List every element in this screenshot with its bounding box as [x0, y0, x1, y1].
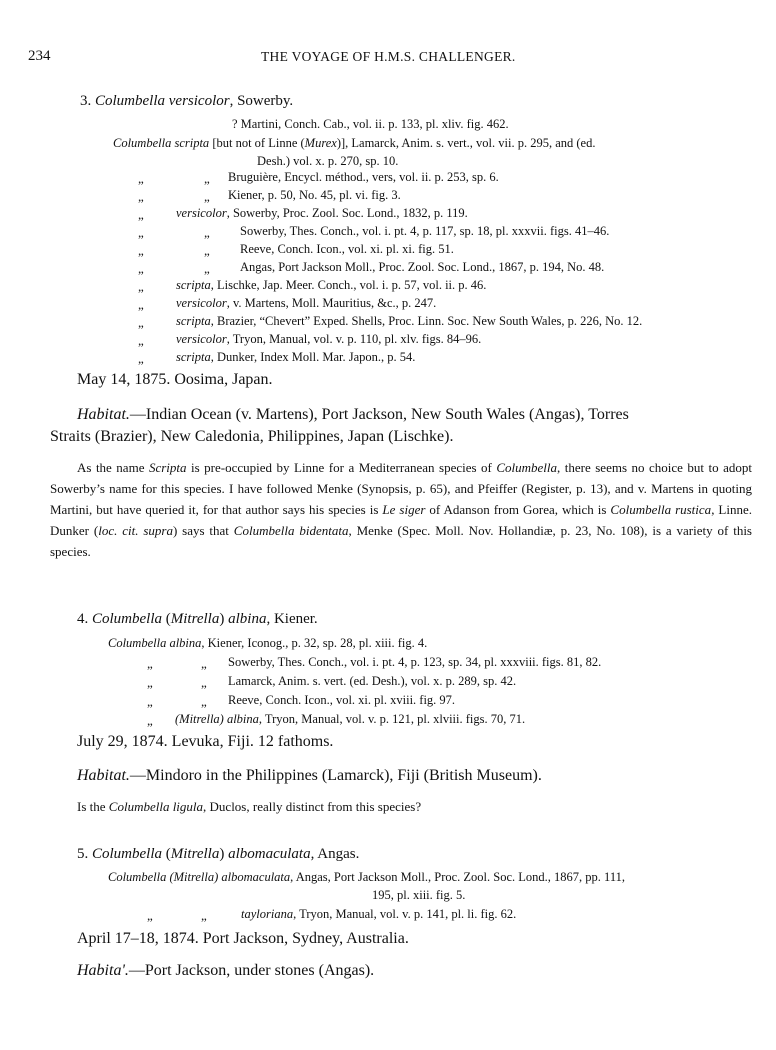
synonym-continuation: 195, pl. xiii. fig. 5. [372, 888, 466, 902]
ditto-mark: „ [138, 261, 144, 276]
ditto-mark: „ [147, 694, 153, 709]
text: ) [219, 611, 229, 627]
reference-text: , Tryon, Manual, vol. v. p. 141, pl. li. fig. 62. [293, 907, 517, 921]
ditto-mark: „ [204, 189, 210, 204]
species-5-heading [77, 846, 359, 862]
ditto-mark: „ [138, 225, 144, 240]
species-epithet: albomaculata [228, 846, 311, 862]
ditto-mark: „ [138, 171, 144, 186]
subgenus-name: Mitrella [170, 611, 220, 627]
habitat-line: Straits (Brazier), New Caledonia, Philippines, Japan (Lischke). [50, 428, 454, 445]
text: Is the [77, 799, 109, 814]
text: ( [165, 611, 171, 627]
reference-line: Angas, Port Jackson Moll., Proc. Zool. Soc. Lond., 1867, p. 194, No. 48. [240, 260, 605, 274]
ditto-mark: „ [147, 713, 153, 728]
species-author: , Angas. [310, 846, 360, 862]
text: ( [165, 846, 171, 862]
species-number: 4. [77, 611, 89, 627]
species-epithet: scripta [176, 350, 211, 364]
genus-name: Columbella [92, 611, 162, 627]
reference-line: Reeve, Conch. Icon., vol. xi. pl. xi. fig. 51. [240, 242, 454, 256]
ditto-mark: „ [138, 333, 144, 348]
reference-line [176, 277, 486, 293]
reference-line: Lamarck, Anim. s. vert. (ed. Desh.), vol. x. p. 289, sp. 42. [228, 674, 517, 688]
ditto-mark: „ [201, 675, 207, 690]
ditto-mark: „ [204, 171, 210, 186]
text: , Menke (Spec. Moll. Nov. Hollandiæ, p. 23, No. 108), is a variety of this species. [50, 523, 752, 559]
ditto-mark: „ [138, 315, 144, 330]
ditto-mark: „ [204, 261, 210, 276]
reference-line [176, 331, 481, 347]
reference-line [176, 205, 468, 221]
subgenus-name: Mitrella [170, 846, 220, 862]
species-name: Columbella versicolor [95, 93, 230, 109]
reference-line: Sowerby, Thes. Conch., vol. i. pt. 4, p. 123, sp. 34, pl. xxxviii. figs. 81, 82. [228, 655, 602, 669]
synonym-continuation: Desh.) vol. x. p. 270, sp. 10. [257, 154, 399, 168]
ditto-mark: „ [204, 225, 210, 240]
species-epithet: albina [228, 611, 267, 627]
text: As the name [77, 460, 149, 475]
ditto-mark: „ [201, 694, 207, 709]
reference-text: , Tryon, Manual, vol. v. p. 110, pl. xlv. figs. 84–96. [226, 332, 482, 346]
reference-text: , Dunker, Index Moll. Mar. Japon., p. 54. [210, 350, 416, 364]
synonym-text: )], Lamarck, Anim. s. vert., vol. vii. p. 295, and (ed. [336, 136, 596, 150]
synonym-text: [but not of Linne ( [212, 136, 305, 150]
ditto-mark: „ [201, 656, 207, 671]
text: of Adanson from Gorea, which is [425, 502, 611, 517]
ditto-mark: „ [201, 908, 207, 923]
ditto-mark: „ [138, 279, 144, 294]
text: , Linne. Dunker ( [50, 502, 753, 538]
ditto-mark: „ [138, 297, 144, 312]
species-name: Le siger [382, 502, 426, 517]
synonym-line [108, 869, 625, 885]
reference-line [176, 295, 436, 311]
citation-abbrev: loc. cit. supra [98, 523, 173, 538]
habitat-text: —Mindoro in the Philippines (Lamarck), Fiji (British Museum). [129, 767, 542, 784]
reference-line: Kiener, p. 50, No. 45, pl. vi. fig. 3. [228, 188, 401, 202]
species-number: 5. [77, 846, 89, 862]
station-record: July 29, 1874. Levuka, Fiji. 12 fathoms. [77, 733, 334, 750]
text: , there seems no choice but to adopt Sowerby’s name for this species. I have followed Menke (Synopsis, p. 65), and Pfeiffer (Register, p. 13), and v. Martens in quoting Martini, but have queried it, for that author says his species is [50, 460, 752, 517]
discussion-paragraph [50, 457, 752, 562]
reference-line: Reeve, Conch. Icon., vol. xi. pl. xviii. fig. 97. [228, 693, 456, 707]
species-author: , Sowerby. [229, 93, 294, 109]
text: , Duclos, really distinct from this species? [203, 799, 422, 814]
page-number: 234 [28, 48, 51, 64]
synonym-line [108, 635, 427, 651]
synonym-name: Columbella (Mitrella) albomaculata [108, 870, 291, 884]
genus-name: Murex [304, 136, 337, 150]
reference-text: , Sowerby, Proc. Zool. Soc. Lond., 1832, p. 119. [226, 206, 468, 220]
habitat-line [77, 963, 374, 979]
ditto-mark: „ [138, 351, 144, 366]
reference-line [175, 711, 525, 727]
text: ) [219, 846, 229, 862]
reference-text: , Brazier, “Chevert” Exped. Shells, Proc. Linn. Soc. New South Wales, p. 226, No. 12. [210, 314, 643, 328]
reference-text: , Tryon, Manual, vol. v. p. 121, pl. xlviii. figs. 70, 71. [258, 712, 526, 726]
reference-text: , v. Martens, Moll. Mauritius, &c., p. 247. [226, 296, 437, 310]
ditto-mark: „ [138, 189, 144, 204]
synonym-line [113, 135, 595, 151]
habitat-text: —Indian Ocean (v. Martens), Port Jackson, New South Wales (Angas), Torres [129, 406, 629, 423]
species-name: Columbella rustica [610, 502, 712, 517]
ditto-mark: „ [138, 207, 144, 222]
synonym-text: , Angas, Port Jackson Moll., Proc. Zool. Soc. Lond., 1867, pp. 111, [290, 870, 625, 884]
station-record: April 17–18, 1874. Port Jackson, Sydney, Australia. [77, 930, 409, 947]
question-line [77, 799, 421, 815]
species-name: Columbella ligula [108, 799, 204, 814]
species-3-heading [80, 93, 293, 109]
species-epithet: scripta [176, 278, 211, 292]
species-epithet: tayloriana [241, 907, 294, 921]
reference-line [241, 906, 516, 922]
habitat-label: Habitat. [77, 406, 130, 423]
synonym-name: Columbella albina [108, 636, 202, 650]
habitat-line [77, 407, 629, 423]
habitat-label: Habita'. [77, 962, 129, 979]
ditto-mark: „ [138, 243, 144, 258]
species-4-heading [77, 611, 318, 627]
ditto-mark: „ [204, 243, 210, 258]
habitat-text: —Port Jackson, under stones (Angas). [128, 962, 375, 979]
species-epithet: versicolor [176, 296, 227, 310]
reference-line [176, 313, 642, 329]
running-title: THE VOYAGE OF H.M.S. CHALLENGER. [261, 49, 516, 64]
reference-line [176, 349, 415, 365]
synonym-name: Columbella scripta [113, 136, 210, 150]
species-epithet: scripta [176, 314, 211, 328]
reference-line: Bruguière, Encycl. méthod., vers, vol. ii. p. 253, sp. 6. [228, 170, 499, 184]
species-number: 3. [80, 93, 92, 109]
reference-text: , Lischke, Jap. Meer. Conch., vol. i. p. 57, vol. ii. p. 46. [210, 278, 487, 292]
genus-name: Columbella [92, 846, 162, 862]
habitat-label: Habitat. [77, 767, 130, 784]
species-author: , Kiener. [266, 611, 318, 627]
species-name: Columbella bidentata [233, 523, 349, 538]
habitat-line [77, 768, 542, 784]
genus-name: Columbella [496, 460, 558, 475]
ditto-mark: „ [147, 908, 153, 923]
synonym-text: , Kiener, Iconog., p. 32, sp. 28, pl. xiii. fig. 4. [201, 636, 428, 650]
species-epithet: (Mitrella) albina [175, 712, 259, 726]
text: is pre-occupied by Linne for a Mediterranean species of [186, 460, 497, 475]
ditto-mark: „ [147, 675, 153, 690]
ditto-mark: „ [147, 656, 153, 671]
species-epithet: versicolor [176, 332, 227, 346]
synonym-line: ? Martini, Conch. Cab., vol. ii. p. 133, pl. xliv. fig. 462. [232, 117, 509, 131]
species-epithet: versicolor [176, 206, 227, 220]
reference-line: Sowerby, Thes. Conch., vol. i. pt. 4, p. 117, sp. 18, pl. xxxvii. figs. 41–46. [240, 224, 610, 238]
text: ) says that [172, 523, 234, 538]
species-epithet: Scripta [148, 460, 187, 475]
station-record: May 14, 1875. Oosima, Japan. [77, 371, 273, 388]
